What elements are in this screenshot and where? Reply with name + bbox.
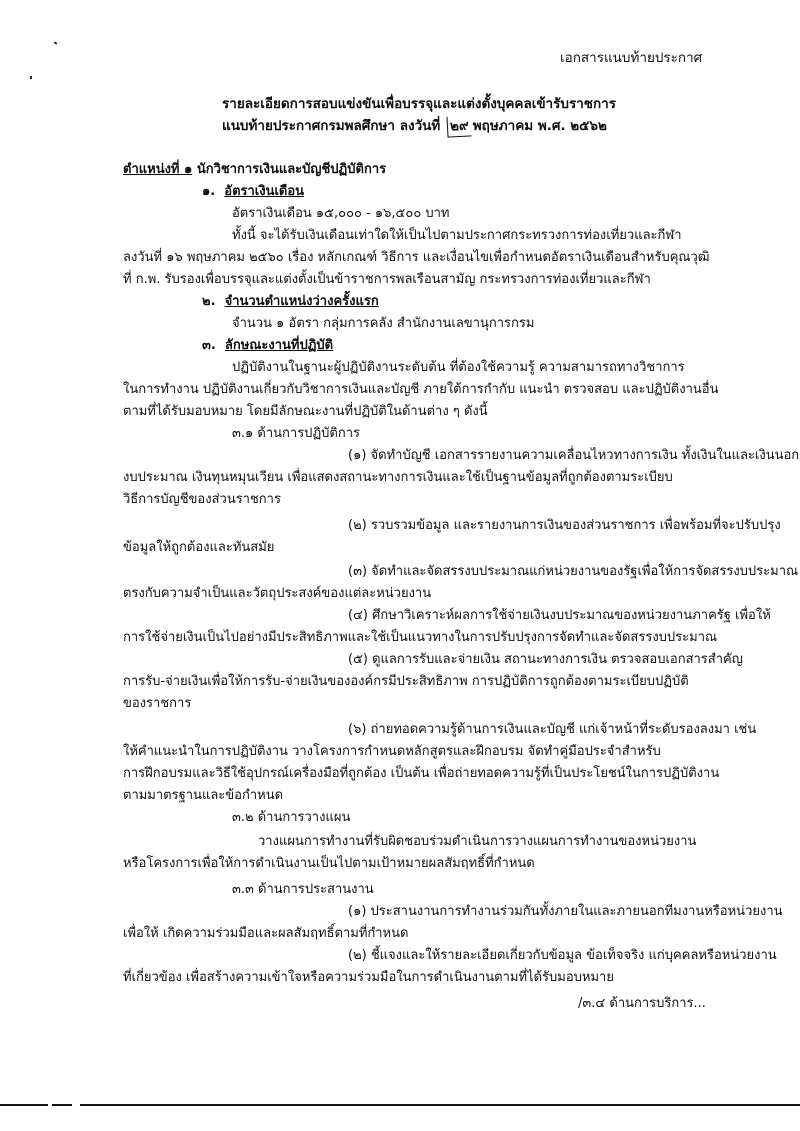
salary-range: อัตราเงินเดือน ๑๕,๐๐๐ - ๑๖,๕๐๐ บาท <box>232 206 450 221</box>
duty-item: การใช้จ่ายเงินเป็นไปอย่างมีประสิทธิภาพและใช้เป็นแนวทางในการปรับปรุงการจัดทำและจัดสรรงบประมาณ <box>123 630 718 645</box>
duty-item: (๓) จัดทำและจัดสรรงบประมาณแก่หน่วยงานของรัฐเพื่อให้การจัดสรรงบประมาณ <box>348 564 799 579</box>
section-title: ลักษณะงานที่ปฏิบัติ <box>224 338 334 353</box>
scan-speck <box>30 76 32 79</box>
handwritten-day: ๒๙ <box>446 115 471 137</box>
planning-text: หรือโครงการเพื่อให้การดำเนินงานเป็นไปตามเป้าหมายผลสัมฤทธิ์ที่กำหนด <box>123 856 535 871</box>
duty-item: ตามมาตรฐานและข้อกำหนด <box>123 788 284 803</box>
subsection-3-1-title: ๓.๑ ด้านการปฏิบัติการ <box>232 426 361 441</box>
title-prefix: แนบท้ายประกาศกรมพลศึกษา ลงวันที่ <box>222 118 441 134</box>
section-2-heading <box>202 292 379 312</box>
section-number: ๑. <box>202 184 216 199</box>
duty-item: (๒) รวบรวมข้อมูล และรายงานการเงินของส่วนราชการ เพื่อพร้อมที่จะปรับปรุง <box>348 518 781 533</box>
coordination-item: ที่เกี่ยวข้อง เพื่อสร้างความเข้าใจหรือความร่วมมือในการดำเนินงานตามที่ได้รับมอบหมาย <box>123 970 614 985</box>
document-title-line1: รายละเอียดการสอบแข่งขันเพื่อบรรจุและแต่งตั้งบุคคลเข้ารับราชการ <box>222 96 616 112</box>
scan-rule-gap <box>48 1104 52 1106</box>
duty-item: (๕) ดูแลการรับและจ่ายเงิน สถานะทางการเงิน ตรวจสอบเอกสารสำคัญ <box>348 652 743 667</box>
duty-item: งบประมาณ เงินทุนหมุนเวียน เพื่อแสดงสถานะทางการเงินและใช้เป็นฐานข้อมูลที่ถูกต้องตามระเบียบ <box>123 470 673 485</box>
position-heading <box>123 160 386 180</box>
section-1-heading <box>202 182 304 202</box>
salary-note: ลงวันที่ ๑๖ พฤษภาคม ๒๕๖๐ เรื่อง หลักเกณฑ์ วิธีการ และเงื่อนไขเพื่อกำหนดอัตราเงินเดือนสำหรับคุณวุฒิ <box>123 250 710 265</box>
planning-text: วางแผนการทำงานที่รับผิดชอบร่วมดำเนินการวางแผนการทำงานของหน่วยงาน <box>258 834 697 849</box>
vacancy-count: จำนวน ๑ อัตรา กลุ่มการคลัง สำนักงานเลขานุการกรม <box>232 316 535 331</box>
section-3-heading <box>202 336 333 356</box>
coordination-item: เพื่อให้ เกิดความร่วมมือและผลสัมฤทธิ์ตามที่กำหนด <box>123 926 409 941</box>
title-suffix: พฤษภาคม พ.ศ. ๒๕๖๒ <box>472 118 607 134</box>
document-title-line2 <box>222 116 607 137</box>
section-title: อัตราเงินเดือน <box>224 184 305 199</box>
position-name: นักวิชาการเงินและบัญชีปฏิบัติการ <box>196 162 387 177</box>
scan-speck <box>54 41 58 44</box>
salary-note: ทั้งนี้ จะได้รับเงินเดือนเท่าใดให้เป็นไปตามประกาศกระทรวงการท่องเที่ยวและกีฬา <box>232 228 682 243</box>
duty-item: การรับ-จ่ายเงินเพื่อให้การรับ-จ่ายเงินขององค์กรมีประสิทธิภาพ การปฏิบัติการถูกต้องตามระเบียบปฏิบัติ <box>123 674 689 689</box>
coordination-item: (๒) ชี้แจงและให้รายละเอียดเกี่ยวกับข้อมูล ข้อเท็จจริง แก่บุคคลหรือหน่วยงาน <box>348 948 777 963</box>
duties-intro: ปฏิบัติงานในฐานะผู้ปฏิบัติงานระดับต้น ที่ต้องใช้ความรู้ ความสามารถทางวิชาการ <box>232 360 685 375</box>
continuation-note: /๓.๔ ด้านการบริการ... <box>578 996 706 1011</box>
coordination-item: (๑) ประสานงานการทำงานร่วมกันทั้งภายในและภายนอกทีมงานหรือหน่วยงาน <box>348 904 783 919</box>
duty-item: (๔) ศึกษาวิเคราะห์ผลการใช้จ่ายเงินงบประมาณของหน่วยงานภาครัฐ เพื่อให้ <box>348 608 771 623</box>
duty-item: ตรงกับความจำเป็นและวัตถุประสงค์ของแต่ละหน่วยงาน <box>123 586 432 601</box>
scan-bottom-rule <box>0 1104 800 1106</box>
duty-item: ของราชการ <box>123 696 192 711</box>
duty-item: ให้คำแนะนำในการปฏิบัติงาน วางโครงการกำหนดหลักสูตรและฝึกอบรม จัดทำคู่มือประจำสำหรับ <box>123 744 661 759</box>
subsection-3-3-title: ๓.๓ ด้านการประสานงาน <box>232 882 374 897</box>
duty-item: (๑) จัดทำบัญชี เอกสารรายงานความเคลื่อนไหวทางการเงิน ทั้งเงินในและเงินนอก <box>348 448 800 463</box>
salary-note: ที่ ก.พ. รับรองเพื่อบรรจุและแต่งตั้งเป็นข้าราชการพลเรือนสามัญ กระทรวงการท่องเที่ยวและกีฬา <box>123 272 651 287</box>
duty-item: วิธีการบัญชีของส่วนราชการ <box>123 492 281 507</box>
position-label: ตำแหน่งที่ ๑ <box>123 162 193 177</box>
annex-label: เอกสารแนบท้ายประกาศ <box>560 50 703 66</box>
duties-intro: ตามที่ได้รับมอบหมาย โดยมีลักษณะงานที่ปฏิบัติในด้านต่าง ๆ ดังนี้ <box>123 404 488 419</box>
duties-intro: ในการทำงาน ปฏิบัติงานเกี่ยวกับวิชาการเงินและบัญชี ภายใต้การกำกับ แนะนำ ตรวจสอบ และปฏิบัติงานอื่น <box>123 382 719 397</box>
subsection-3-2-title: ๓.๒ ด้านการวางแผน <box>232 810 351 825</box>
duty-item: (๖) ถ่ายทอดความรู้ด้านการเงินและบัญชี แก่เจ้าหน้าที่ระดับรองลงมา เช่น <box>348 722 757 737</box>
scan-rule-gap <box>72 1104 80 1106</box>
section-title: จำนวนตำแหน่งว่างครั้งแรก <box>224 294 379 309</box>
section-number: ๓. <box>202 338 216 353</box>
section-number: ๒. <box>202 294 216 309</box>
duty-item: ข้อมูลให้ถูกต้องและทันสมัย <box>123 540 275 555</box>
duty-item: การฝึกอบรมและวิธีใช้อุปกรณ์เครื่องมือที่ถูกต้อง เป็นต้น เพื่อถ่ายทอดความรู้ที่เป็นประโยชน์ในการปฏิบัติงาน <box>123 766 720 781</box>
